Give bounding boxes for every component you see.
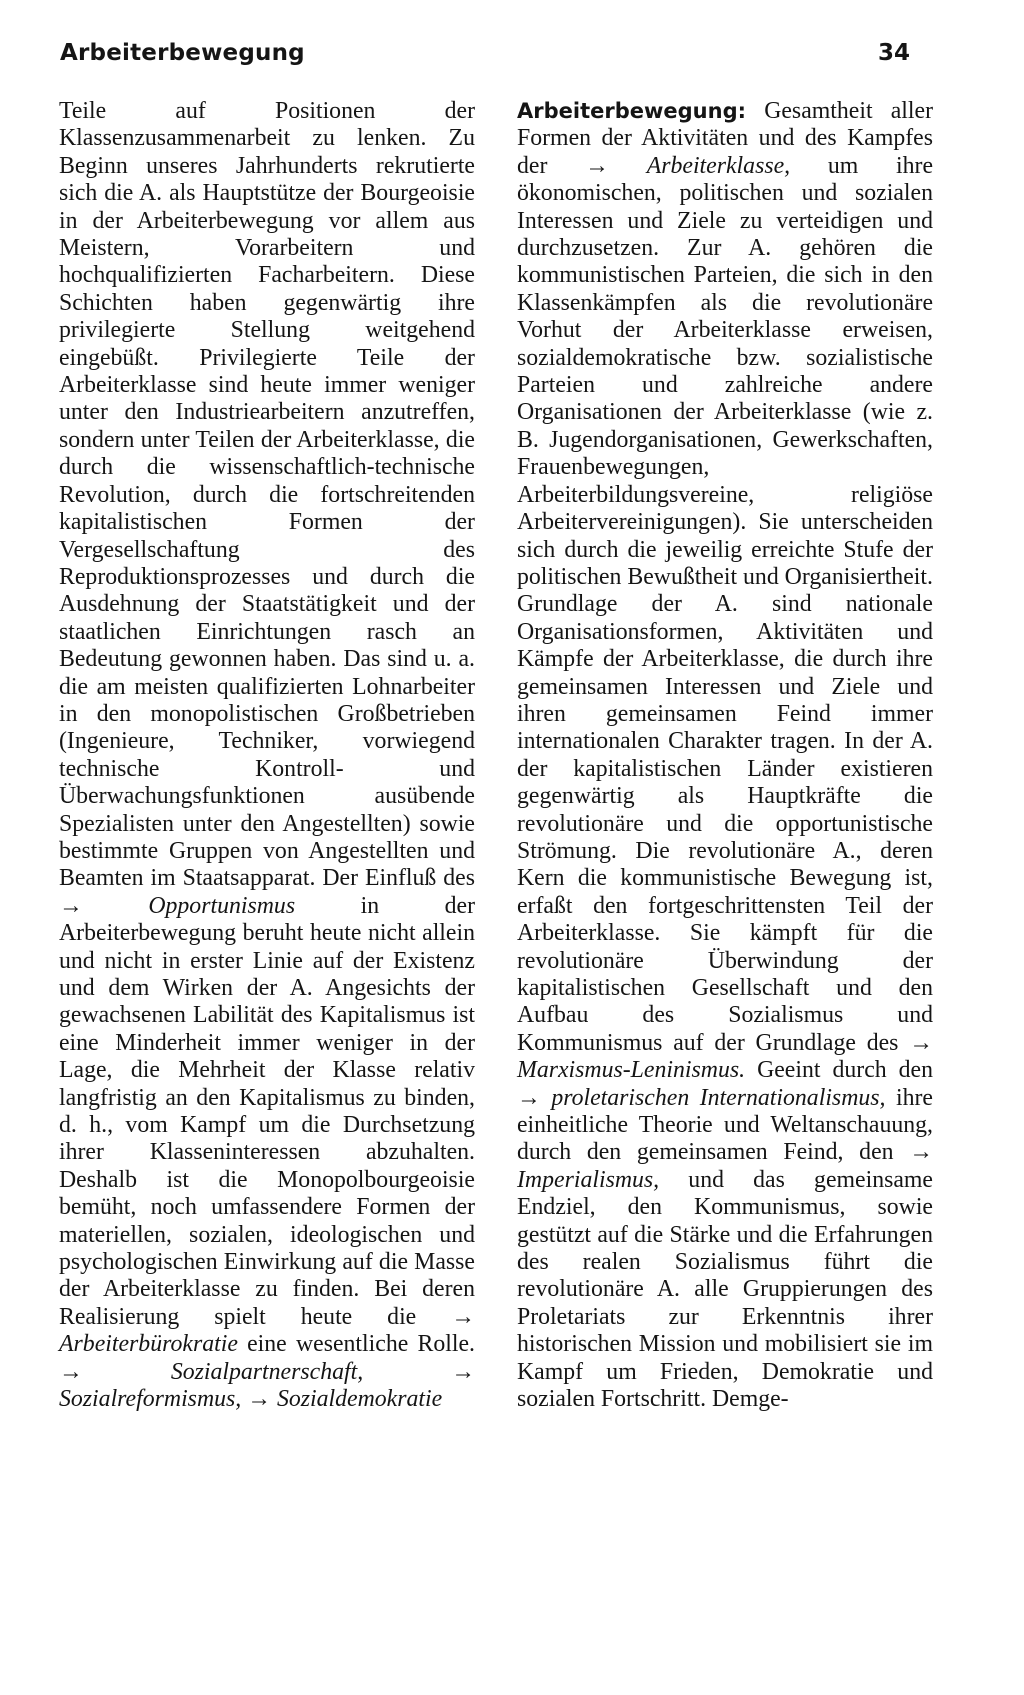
cross-reference-arrow: → [909,1139,933,1166]
running-head: Arbeiterbewegung [60,40,305,66]
cross-reference-arrow: → [451,1303,475,1330]
right-text-2: um ihre ökonomischen, politischen und sozialen Interessen und Ziele zu verteidigen und durchzusetzen. Zur A. gehören die kommunistischen Parteien, die sich in den Klassenkämpfen als die revolutionäre Vorhut der Arbeiterklasse erweisen, sozialdemokratische bzw. sozialistische Parteien und zahlreiche andere Organisationen der Arbeiterklasse (wie z. B. Jugendorganisationen, Gewerkschaften, Frauenbewegungen, Arbeiterbildungsvereine, religiöse Arbeitervereinigungen). Sie unterscheiden sich durch die jeweilig erreichte Stufe der politischen Bewußtheit und Organisiertheit. [517,152,934,590]
entry-paragraph-2 [517,591,933,1413]
cross-reference-opportunismus[interactable]: Opportunismus [148,892,296,919]
page-number: 34 [877,40,910,66]
right-text-1: Gesamtheit aller Formen der Aktivitäten und des Kampfes der [517,98,933,179]
entry-lemma: Arbeiterbewegung: [517,99,747,123]
right-text-6: und das gemeinsame Endziel, den Kommunismus, sowie gestützt auf die Stärke und die Erfahrungen des realen Sozialismus führt die revolutionäre A. alle Gruppierungen des Proletariats zur Erkenntnis ihrer historischen Mission und mobilisiert sie im Kampf um Frieden, Demokratie und sozialen Fortschritt. Demge- [517,1166,933,1413]
cross-reference-arrow: → [59,1358,83,1385]
right-text-3: Grundlage der A. sind nationale Organisationsformen, Aktivitäten und Kämpfe der Arbeiterklasse, die durch ihre gemeinsamen Interessen und Ziele und ihren gemeinsamen Feind immer internationalen Charakter tragen. In der A. der kapitalistischen Länder existieren gegenwärtig als Hauptkräfte die revolutionäre und die opportunistische Strömung. Die revolutionäre A., deren Kern die kommunistische Bewegung ist, erfaßt den fortgeschrittensten Teil der Arbeiterklasse. Sie kämpft für die revolutionäre Überwindung der kapitalistischen Gesellschaft und den Aufbau des Sozialismus und Kommunismus auf der Grundlage des [517,591,933,1056]
cross-reference-arrow: → [909,1029,933,1056]
left-paragraph [59,98,475,1414]
cross-reference-arrow: → [585,152,609,179]
cross-reference-arbeiterbuerokratie[interactable]: Arbeiterbürokratie [59,1331,238,1358]
cross-reference-sozialreformismus[interactable]: Sozialreformismus, [59,1386,242,1413]
left-text-1: Teile auf Positionen der Klassenzusammenarbeit zu lenken. Zu Beginn unseres Jahrhunderts rekrutierte sich die A. als Hauptstütze der Bourgeoisie in der Arbeiterbewegung vor allem aus Meistern, Vorarbeitern und hochqualifizierten Facharbeitern. Diese Schichten haben gegenwärtig ihre privilegierte Stellung weitgehend eingebüßt. Privilegierte Teile der Arbeiterklasse sind heute immer weniger unter den Industriearbeitern anzutreffen, sondern unter Teilen der Arbeiterklasse, die durch die wissenschaftlich-technische Revolution, durch die fortschreitenden kapitalistischen Formen der Vergesellschaftung des Reproduktionsprozesses und durch die Ausdehnung der Staatstätigkeit und der staatlichen Einrichtungen rasch an Bedeutung gewonnen haben. Das sind u. a. die am meisten qualifizierten Lohnarbeiter in den monopolistischen Großbetrieben (Ingenieure, Techniker, vorwiegend technische Kontroll- und Überwachungsfunktionen ausübende Spezialisten unter den Angestellten) sowie bestimmte Gruppen von Angestellten und Beamten im Staatsapparat. Der Einfluß des [59,98,475,892]
cross-reference-sozialpartnerschaft[interactable]: Sozialpartnerschaft, [170,1358,364,1385]
right-text-5: ihre einheitliche Theorie und Weltanschauung, durch den gemeinsamen Feind, den [517,1084,933,1166]
cross-reference-imperialismus[interactable]: Imperialismus, [517,1166,660,1193]
right-text-4: Geeint durch den [757,1057,934,1084]
cross-reference-sozialdemokratie[interactable]: Sozialdemokratie [276,1386,443,1413]
cross-reference-arrow: → [517,1084,541,1111]
cross-reference-arrow: → [59,892,83,919]
left-text-2: in der Arbeiterbewegung beruht heute nicht allein und nicht in erster Linie auf der Existenz und dem Wirken der A. Angesichts der gewachsenen Labilität des Kapitalismus ist eine Minderheit immer weniger in der Lage, die Mehrheit der Klasse relativ langfristig an den Kapitalismus zu binden, d. h., vom Kampf um die Durchsetzung ihrer Klasseninteressen abzuhalten. Deshalb ist die Monopolbourgeoisie bemüht, noch umfassendere Formen der materiellen, sozialen, ideologischen und psychologischen Einwirkung auf die Masse der Arbeiterklasse zu finden. Bei deren Realisierung spielt heute die [59,892,476,1330]
cross-reference-marxismus-leninismus[interactable]: Marxismus-Leninismus. [517,1057,746,1084]
cross-reference-arrow: → [451,1358,475,1385]
right-column [517,98,933,1414]
page-header [60,40,910,80]
entry-paragraph-1 [517,98,933,591]
cross-reference-arrow: → [247,1386,271,1413]
cross-reference-arbeiterklasse[interactable]: Arbeiterklasse, [646,152,791,179]
left-text-3: eine wesentliche Rolle. [247,1331,475,1358]
left-column [59,98,475,1414]
cross-reference-proletarischer-internationalismus[interactable]: proletarischen Internationalismus, [551,1084,886,1111]
